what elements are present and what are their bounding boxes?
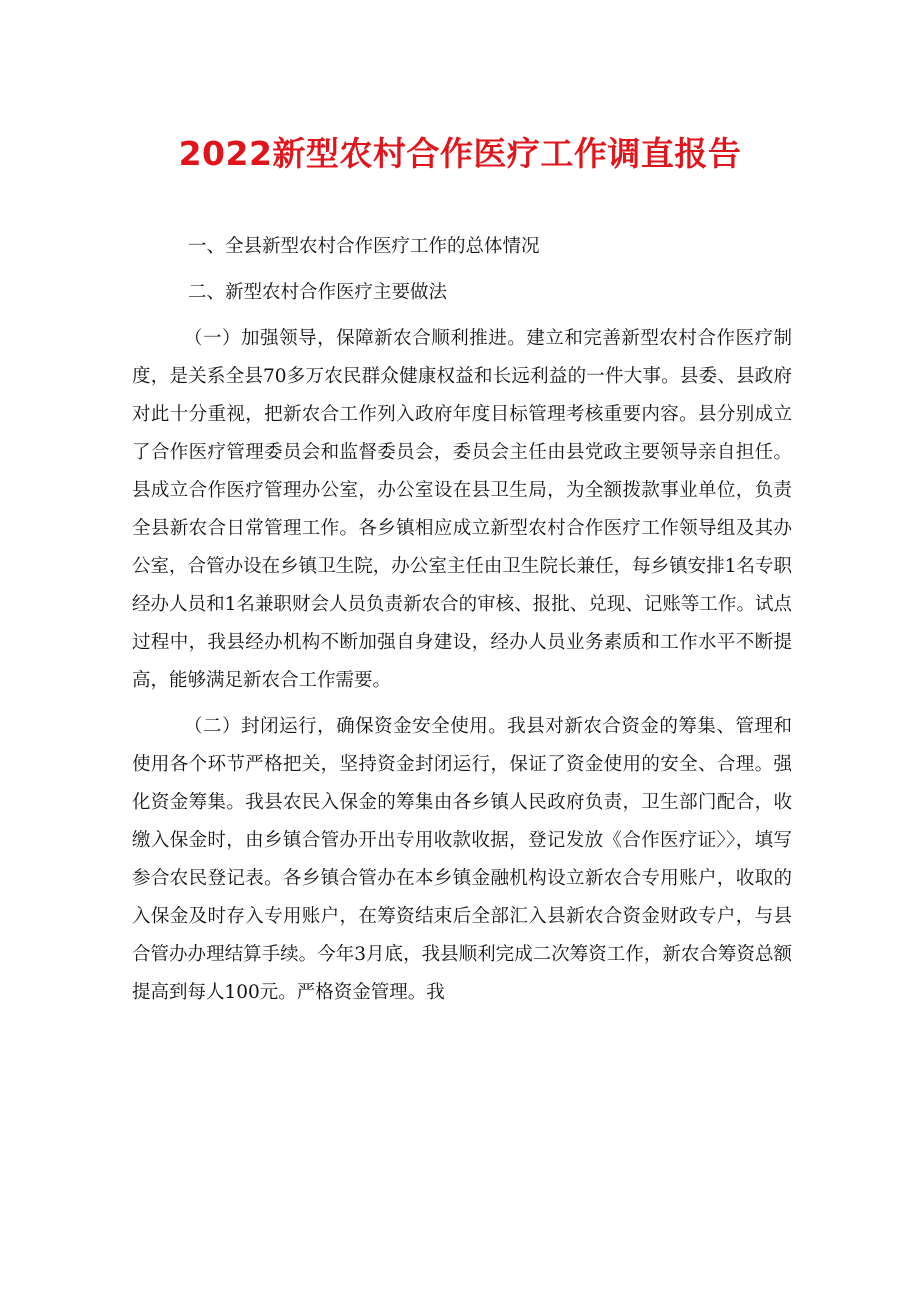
- spacer: [132, 266, 792, 274]
- document-title: 2022新型农村合作医疗工作调直报告: [178, 134, 742, 173]
- document-body: [132, 228, 792, 1012]
- spacer: [132, 312, 792, 320]
- section-heading-one: 一、全县新型农村合作医疗工作的总体情况: [188, 236, 540, 257]
- spacer: [132, 700, 792, 708]
- section-heading-two: 二、新型农村合作医疗主要做法: [188, 282, 448, 303]
- paragraph-leadership: （一）加强领导，保障新农合顺利推进。建立和完善新型农村合作医疗制度，是关系全县70多万农民群众健康权益和长远利益的一件大事。县委、县政府对此十分重视，把新农合工作列入政府年度目标管理考核重要内容。县分别成立了合作医疗管理委员会和监督委员会，委员会主任由县党政主要领导亲自担任。县成立合作医疗管理办公室，办公室设在县卫生局，为全额拨款事业单位，负责全县新农合日常管理工作。各乡镇相应成立新型农村合作医疗工作领导组及其办公室，合管办设在乡镇卫生院，办公室主任由卫生院长兼任，每乡镇安排1名专职经办人员和1名兼职财会人员负责新农合的审核、报批、兑现、记账等工作。试点过程中，我县经办机构不断加强自身建设，经办人员业务素质和工作水平不断提高，能够满足新农合工作需要。: [132, 328, 792, 691]
- paragraph-funds: （二）封闭运行，确保资金安全使用。我县对新农合资金的筹集、管理和使用各个环节严格把关，坚持资金封闭运行，保证了资金使用的安全、合理。强化资金筹集。我县农民入保金的筹集由各乡镇人民政府负责，卫生部门配合，收缴入保金时，由乡镇合管办开出专用收款收据，登记发放《合作医疗证〉〉，填写参合农民登记表。各乡镇合管办在本乡镇金融机构设立新农合专用账户，收取的入保金及时存入专用账户，在筹资结束后全部汇入县新农合资金财政专户，与县合管办办理结算手续。今年3月底，我县顺利完成二次筹资工作，新农合筹资总额提高到每人100元。严格资金管理。我: [132, 716, 792, 1003]
